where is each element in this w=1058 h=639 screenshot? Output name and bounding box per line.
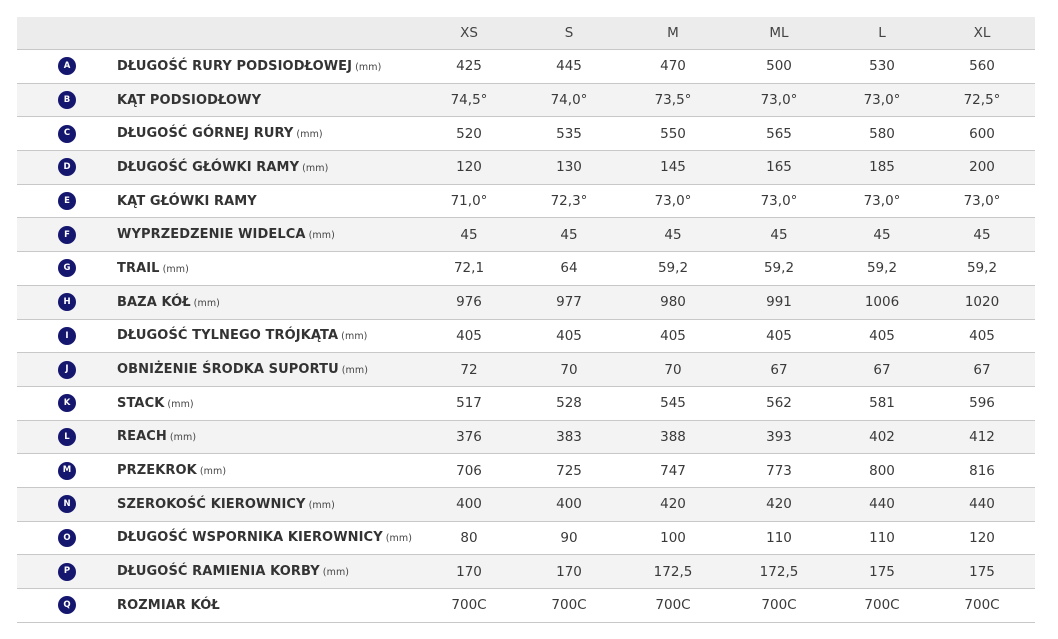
row-unit: (mm) — [322, 567, 350, 579]
table-cell: 45 — [460, 226, 478, 243]
row-values — [421, 387, 1035, 420]
table-cell: 74,5° — [450, 92, 488, 109]
table-cell: 440 — [969, 496, 995, 513]
row-label: KĄT GŁÓWKI RAMY — [117, 193, 257, 209]
table-cell: 59,2 — [657, 260, 689, 277]
table-cell: 545 — [660, 395, 686, 412]
table-cell: 120 — [456, 159, 482, 176]
table-cell: 600 — [969, 125, 995, 142]
table-cell: 67 — [973, 361, 991, 378]
table-cell: 110 — [766, 529, 792, 546]
table-cell: 405 — [456, 327, 482, 344]
row-badge-cell — [17, 563, 117, 581]
row-unit: (mm) — [169, 432, 197, 444]
table-cell: 185 — [869, 159, 895, 176]
table-cell: 565 — [766, 125, 792, 142]
row-label: DŁUGOŚĆ GŁÓWKI RAMY — [117, 159, 300, 175]
table-cell: 425 — [456, 58, 482, 75]
table-cell: 1020 — [964, 294, 1000, 311]
table-cell: 400 — [456, 496, 482, 513]
table-cell: 700C — [761, 597, 797, 614]
table-cell: 596 — [969, 395, 995, 412]
table-row — [17, 117, 1035, 151]
row-unit: (mm) — [341, 331, 368, 343]
row-values — [421, 286, 1035, 319]
table-cell: 977 — [556, 294, 582, 311]
row-label: DŁUGOŚĆ GÓRNEJ RURY — [117, 126, 294, 142]
table-cell: 517 — [456, 395, 482, 412]
table-cell: 70 — [664, 361, 682, 378]
table-row — [17, 50, 1035, 84]
row-badge-cell — [17, 192, 117, 210]
table-cell: 550 — [660, 125, 686, 142]
row-label-cell — [117, 93, 421, 108]
table-row — [17, 454, 1035, 488]
row-unit: (mm) — [199, 466, 227, 478]
row-values — [421, 522, 1035, 555]
table-cell: 412 — [969, 428, 995, 445]
row-badge-cell — [17, 226, 117, 244]
row-values — [421, 555, 1035, 588]
table-cell: 100 — [660, 529, 686, 546]
table-cell: 530 — [869, 58, 895, 75]
table-cell: 67 — [770, 361, 788, 378]
table-cell: 130 — [556, 159, 582, 176]
table-cell: 170 — [556, 563, 582, 580]
table-cell: 165 — [766, 159, 792, 176]
row-letter-badge: C — [58, 125, 76, 143]
row-values — [421, 320, 1035, 353]
row-letter-badge: B — [58, 91, 76, 109]
table-cell: 562 — [766, 395, 792, 412]
table-cell: 72,3° — [550, 193, 588, 210]
row-letter-badge: K — [58, 394, 76, 412]
row-label-cell — [117, 194, 421, 209]
row-unit: (mm) — [167, 398, 194, 410]
table-cell: 800 — [869, 462, 895, 479]
table-row — [17, 286, 1035, 320]
row-label-cell — [117, 497, 421, 512]
table-cell: 45 — [664, 226, 682, 243]
row-letter-badge: P — [58, 563, 76, 581]
row-letter-badge: G — [58, 259, 76, 277]
table-cell: 73,5° — [654, 92, 692, 109]
row-label-cell — [117, 261, 421, 276]
table-row — [17, 387, 1035, 421]
row-letter-badge: J — [58, 361, 76, 379]
row-unit: (mm) — [385, 533, 413, 545]
row-label-cell — [117, 160, 421, 175]
table-row — [17, 522, 1035, 556]
size-header-2: M — [667, 25, 679, 41]
row-values — [421, 117, 1035, 150]
table-cell: 170 — [456, 563, 482, 580]
row-unit: (mm) — [355, 61, 382, 73]
table-cell: 976 — [456, 294, 482, 311]
table-cell: 773 — [766, 462, 792, 479]
table-cell: 445 — [556, 58, 582, 75]
row-label-cell — [117, 59, 421, 74]
table-cell: 45 — [770, 226, 788, 243]
table-cell: 520 — [456, 125, 482, 142]
geometry-table — [17, 17, 1035, 623]
table-cell: 500 — [766, 58, 792, 75]
table-row — [17, 185, 1035, 219]
table-cell: 402 — [869, 428, 895, 445]
table-header-row — [17, 17, 1035, 50]
table-cell: 45 — [973, 226, 991, 243]
row-values — [421, 151, 1035, 184]
table-cell: 172,5 — [653, 563, 693, 580]
table-cell: 405 — [660, 327, 686, 344]
row-unit: (mm) — [296, 129, 323, 141]
table-cell: 73,0° — [963, 193, 1001, 210]
table-cell: 73,0° — [863, 193, 901, 210]
row-letter-badge: A — [58, 57, 76, 75]
row-badge-cell — [17, 327, 117, 345]
table-cell: 200 — [969, 159, 995, 176]
row-unit: (mm) — [341, 365, 369, 377]
row-unit: (mm) — [162, 263, 189, 275]
row-badge-cell — [17, 462, 117, 480]
row-label-cell — [117, 126, 421, 141]
size-headers — [421, 17, 1035, 49]
table-cell: 175 — [969, 563, 995, 580]
row-letter-badge: H — [58, 293, 76, 311]
table-cell: 405 — [969, 327, 995, 344]
table-row — [17, 151, 1035, 185]
table-cell: 980 — [660, 294, 686, 311]
table-row — [17, 353, 1035, 387]
row-badge-cell — [17, 495, 117, 513]
table-cell: 420 — [660, 496, 686, 513]
row-letter-badge: O — [58, 529, 76, 547]
row-badge-cell — [17, 394, 117, 412]
table-cell: 470 — [660, 58, 686, 75]
table-row — [17, 252, 1035, 286]
table-cell: 560 — [969, 58, 995, 75]
table-cell: 405 — [766, 327, 792, 344]
table-cell: 73,0° — [863, 92, 901, 109]
row-label: WYPRZEDZENIE WIDELCA — [117, 227, 306, 243]
row-label: BAZA KÓŁ — [117, 294, 191, 310]
row-label: DŁUGOŚĆ WSPORNIKA KIEROWNICY — [117, 530, 383, 546]
row-label: SZEROKOŚĆ KIEROWNICY — [117, 496, 306, 512]
row-badge-cell — [17, 158, 117, 176]
table-cell: 725 — [556, 462, 582, 479]
row-label: DŁUGOŚĆ RAMIENIA KORBY — [117, 564, 320, 580]
row-letter-badge: M — [58, 462, 76, 480]
table-cell: 59,2 — [966, 260, 998, 277]
row-badge-cell — [17, 293, 117, 311]
row-unit: (mm) — [308, 499, 335, 511]
row-unit: (mm) — [308, 230, 335, 242]
row-letter-badge: D — [58, 158, 76, 176]
size-header-5: XL — [973, 25, 991, 41]
table-cell: 706 — [456, 462, 482, 479]
table-cell: 145 — [660, 159, 686, 176]
table-cell: 700C — [964, 597, 1000, 614]
table-cell: 581 — [869, 395, 895, 412]
size-header-1: S — [564, 25, 574, 41]
row-label-cell — [117, 227, 421, 242]
table-row — [17, 555, 1035, 589]
table-row — [17, 320, 1035, 354]
row-label: DŁUGOŚĆ RURY PODSIODŁOWEJ — [117, 58, 353, 74]
table-cell: 64 — [560, 260, 578, 277]
row-label: TRAIL — [117, 260, 160, 276]
table-cell: 120 — [969, 529, 995, 546]
row-label: DŁUGOŚĆ TYLNEGO TRÓJKĄTA — [117, 328, 339, 344]
row-values — [421, 84, 1035, 117]
row-letter-badge: E — [58, 192, 76, 210]
row-label: STACK — [117, 395, 165, 411]
table-cell: 59,2 — [763, 260, 795, 277]
table-cell: 393 — [766, 428, 792, 445]
table-cell: 110 — [869, 529, 895, 546]
row-letter-badge: N — [58, 495, 76, 513]
row-label: KĄT PODSIODŁOWY — [117, 92, 262, 108]
row-label-cell — [117, 295, 421, 310]
table-cell: 73,0° — [760, 193, 798, 210]
row-letter-badge: Q — [58, 596, 76, 614]
row-values — [421, 185, 1035, 218]
table-cell: 700C — [864, 597, 900, 614]
table-cell: 440 — [869, 496, 895, 513]
row-badge-cell — [17, 428, 117, 446]
row-values — [421, 252, 1035, 285]
row-values — [421, 488, 1035, 521]
table-cell: 388 — [660, 428, 686, 445]
row-label-cell — [117, 530, 421, 545]
table-cell: 172,5 — [759, 563, 799, 580]
table-row — [17, 488, 1035, 522]
row-values — [421, 218, 1035, 251]
table-cell: 67 — [873, 361, 891, 378]
row-values — [421, 589, 1035, 622]
table-cell: 700C — [551, 597, 587, 614]
table-cell: 73,0° — [654, 193, 692, 210]
table-cell: 816 — [969, 462, 995, 479]
table-row — [17, 218, 1035, 252]
row-badge-cell — [17, 596, 117, 614]
table-cell: 405 — [556, 327, 582, 344]
table-row — [17, 421, 1035, 455]
table-cell: 74,0° — [550, 92, 588, 109]
table-cell: 80 — [460, 529, 478, 546]
table-cell: 71,0° — [450, 193, 488, 210]
row-values — [421, 353, 1035, 386]
table-cell: 1006 — [864, 294, 900, 311]
row-label-cell — [117, 598, 421, 613]
table-cell: 528 — [556, 395, 582, 412]
size-header-0: XS — [460, 25, 478, 41]
row-label: OBNIŻENIE ŚRODKA SUPORTU — [117, 362, 339, 378]
table-cell: 72 — [460, 361, 478, 378]
table-cell: 72,5° — [963, 92, 1001, 109]
row-label-cell — [117, 564, 421, 579]
row-badge-cell — [17, 91, 117, 109]
row-letter-badge: F — [58, 226, 76, 244]
size-header-4: L — [878, 25, 886, 41]
table-cell: 90 — [560, 529, 578, 546]
table-cell: 420 — [766, 496, 792, 513]
table-cell: 991 — [766, 294, 792, 311]
row-unit: (mm) — [302, 162, 329, 174]
table-cell: 747 — [660, 462, 686, 479]
row-label-cell — [117, 429, 421, 444]
row-label-cell — [117, 362, 421, 377]
row-badge-cell — [17, 125, 117, 143]
table-cell: 45 — [560, 226, 578, 243]
table-cell: 45 — [873, 226, 891, 243]
table-cell: 580 — [869, 125, 895, 142]
table-row — [17, 589, 1035, 623]
row-label-cell — [117, 328, 421, 343]
row-label-cell — [117, 396, 421, 411]
row-badge-cell — [17, 529, 117, 547]
table-cell: 400 — [556, 496, 582, 513]
table-cell: 72,1 — [453, 260, 485, 277]
row-badge-cell — [17, 57, 117, 75]
row-values — [421, 454, 1035, 487]
row-values — [421, 50, 1035, 83]
row-label: REACH — [117, 429, 167, 445]
row-letter-badge: I — [58, 327, 76, 345]
size-header-3: ML — [769, 25, 789, 41]
table-cell: 70 — [560, 361, 578, 378]
row-label: ROZMIAR KÓŁ — [117, 597, 220, 613]
table-cell: 383 — [556, 428, 582, 445]
row-unit: (mm) — [193, 297, 220, 309]
table-cell: 59,2 — [866, 260, 898, 277]
row-label-cell — [117, 463, 421, 478]
row-badge-cell — [17, 259, 117, 277]
table-cell: 175 — [869, 563, 895, 580]
table-cell: 535 — [556, 125, 582, 142]
table-cell: 700C — [451, 597, 487, 614]
table-body — [17, 50, 1035, 623]
row-label: PRZEKROK — [117, 463, 197, 479]
table-cell: 73,0° — [760, 92, 798, 109]
row-values — [421, 421, 1035, 454]
table-cell: 376 — [456, 428, 482, 445]
table-row — [17, 84, 1035, 118]
table-cell: 405 — [869, 327, 895, 344]
row-letter-badge: L — [58, 428, 76, 446]
table-cell: 700C — [655, 597, 691, 614]
row-badge-cell — [17, 361, 117, 379]
